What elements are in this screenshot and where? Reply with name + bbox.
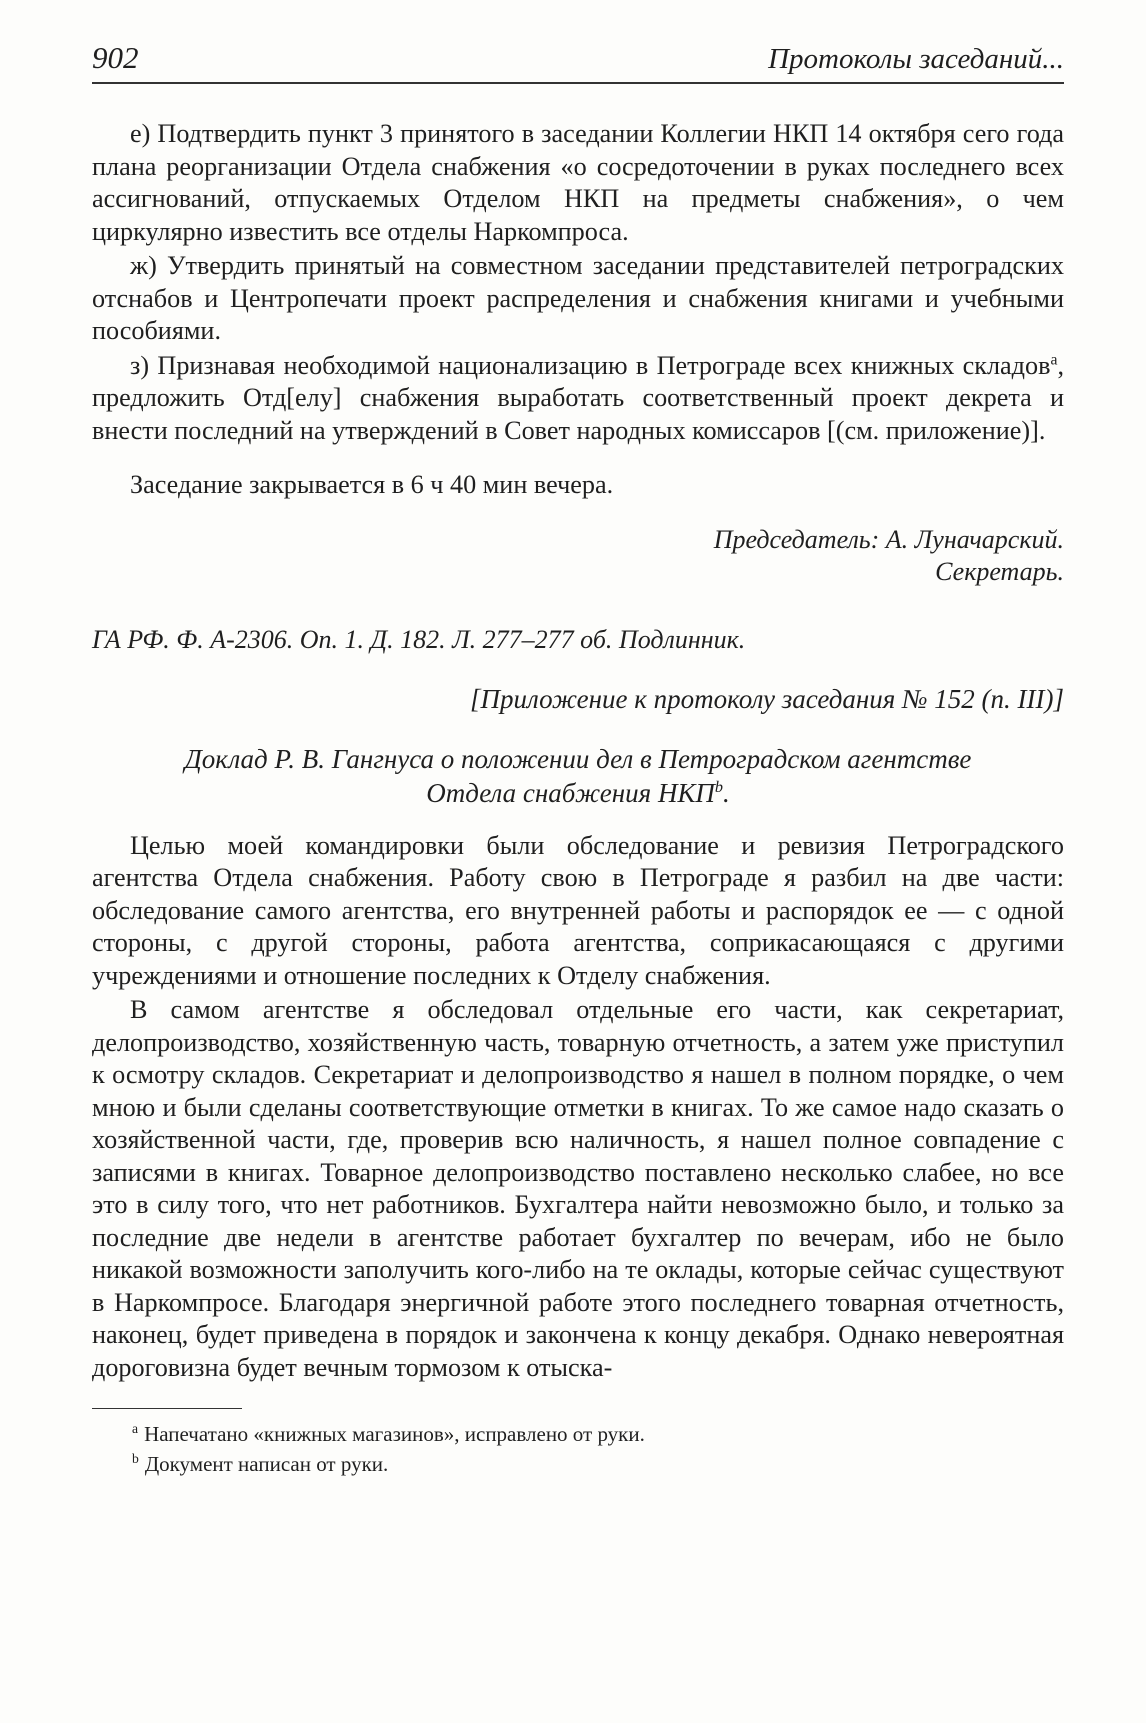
- report-paragraph-2: В самом агентстве я обследовал отдельные его части, как секретариат, делопроизводство, хозяйственную часть, товарную отчетность, а затем уже приступил к осмотру складов. Секретариат и делопроизводство я нашел в полном порядке, о чем мною и были сделаны соответствующие отметки в книгах. То же самое надо сказать о хозяйственной части, где, проверив всю наличность, я нашел полное совпадение с записями в книгах. Товарное делопроизводство поставлено несколько слабее, но все это в силу того, что нет работников. Бухгалтера найти невозможно было, и только за последние две недели в агентстве работает бухгалтер по вечерам, ибо не было никакой возможности заполучить кого-либо на те оклады, которые сейчас существуют в Наркомпросе. Благодаря энергичной работе этого последнего товарная отчетность, наконец, будет приведена в порядок и закончена к концу декабря. Однако невероятная дороговизна будет вечным тормозом к отыска-: [92, 995, 1064, 1382]
- footnote-a-text: Напечатано «книжных магазинов», исправлено от руки.: [144, 1422, 645, 1446]
- footnote-b: [92, 1449, 1064, 1479]
- report-paragraph-1: Целью моей командировки были обследование и ревизия Петроградского агентства Отдела снабжения. Работу свою в Петрограде я разбил на две части: обследование самого агентства, его внутренней работы и распорядок ее — с одной стороны, с другой стороны, работа агентства, соприкасающаяся с другими учреждениями и отношение последних к Отделу снабжения.: [92, 830, 1064, 990]
- chairman-signature: Председатель: А. Луначарский.: [713, 524, 1064, 554]
- archive-reference: ГА РФ. Ф. А-2306. Оп. 1. Д. 182. Л. 277–277 об. Подлинник.: [92, 624, 746, 654]
- report-title-line1: Доклад Р. В. Гангнуса о положении дел в Петроградском агентстве: [184, 743, 972, 774]
- running-title: Протоколы заседаний...: [768, 43, 1064, 75]
- closing-line: Заседание закрывается в 6 ч 40 мин вечера.: [130, 470, 614, 499]
- decision-z: [92, 350, 1064, 448]
- footnote-mark-b: b: [714, 777, 723, 796]
- report-title: [92, 742, 1064, 810]
- report-title-line2: Отдела снабжения НКП: [426, 777, 715, 808]
- page-number: 902: [92, 40, 139, 75]
- footnote-a-mark: a: [132, 1421, 139, 1436]
- decision-zh: ж) Утвердить принятый на совместном заседании представителей петроградских отснабов и Центропечати проект распределения и снабжения книгами и учебными пособиями.: [92, 251, 1064, 345]
- footnote-b-mark: b: [132, 1451, 139, 1466]
- decision-z-text: з) Признавая необходимой национализацию в Петрограде всех книжных складов: [130, 350, 1051, 380]
- footnote-divider: [92, 1408, 242, 1409]
- report-title-end: .: [722, 777, 730, 808]
- footnote-b-text: Документ написан от руки.: [144, 1452, 389, 1476]
- secretary-signature: Секретарь.: [935, 556, 1064, 586]
- decision-z-text-cont: , предложить Отд[елу] снабжения выработать соответственный проект декрета и внести последний на утверждений в Совет народных комиссаров [(см. приложение)].: [92, 350, 1064, 445]
- footnote-a: [92, 1419, 1064, 1449]
- decision-e: е) Подтвердить пункт 3 принятого в заседании Коллегии НКП 14 октября сего года плана реорганизации Отдела снабжения «о сосредоточении в руках последнего всех ассигнований, отпускаемых Отделом НКП на предметы снабжения», о чем циркулярно известить все отделы Наркомпроса.: [92, 119, 1064, 246]
- appendix-title: [Приложение к протоколу заседания № 152 (п. III)]: [469, 683, 1064, 714]
- running-head: [92, 40, 1064, 84]
- footnote-mark-a: a: [1050, 350, 1058, 368]
